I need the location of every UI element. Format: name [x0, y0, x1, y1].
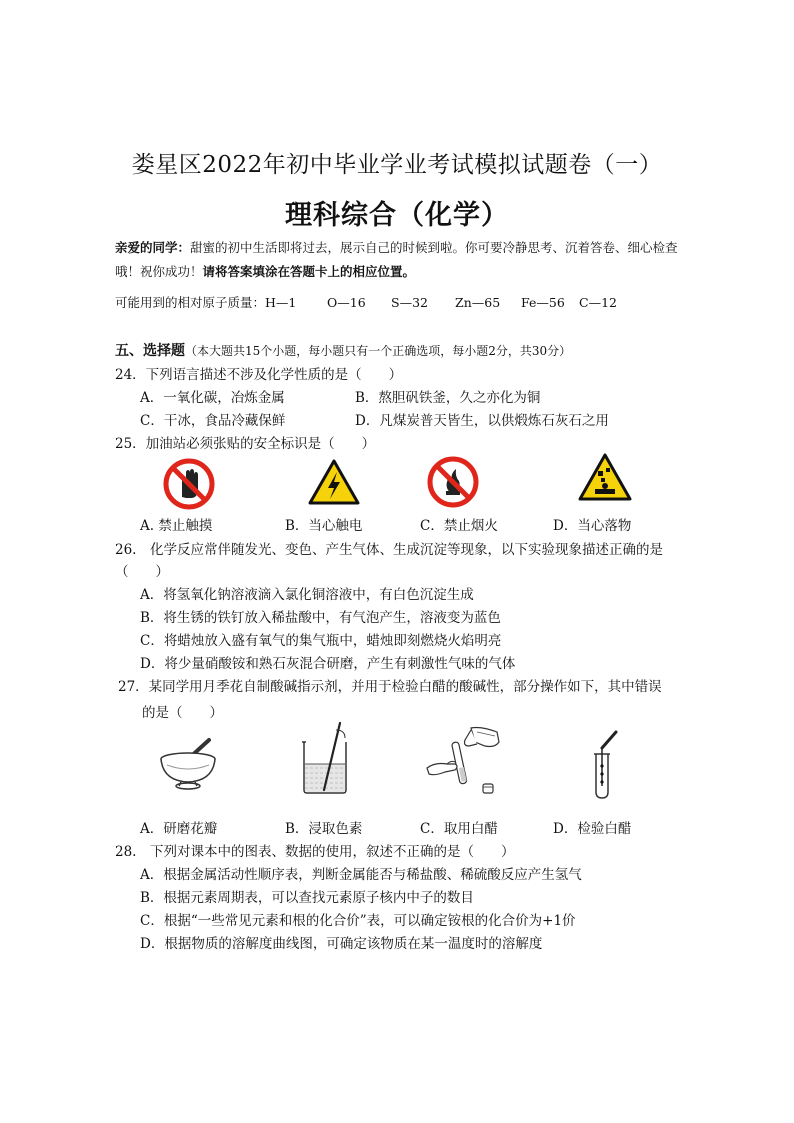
q25-stem: 25．加油站必须张贴的安全标识是（ ） [115, 436, 376, 452]
atomic-mass-h: H—1 [265, 295, 297, 310]
greeting-label: 亲爱的同学： [115, 240, 191, 255]
q26-option-c[interactable]: C．将蜡烛放入盛有氧气的集气瓶中，蜡烛即刻燃烧火焰明亮 [140, 633, 502, 649]
q24-option-c[interactable]: C．干冰，食品冷藏保鲜 [140, 413, 286, 429]
q26-stem-bracket: （ ） [115, 564, 169, 580]
mortar-pestle-icon [157, 735, 219, 793]
q24-option-b[interactable]: B．熬胆矾铁釜，久之亦化为铜 [355, 390, 541, 406]
q27-option-b[interactable]: B．浸取色素 [285, 821, 363, 837]
test-tube-dropper-icon [590, 728, 626, 800]
q25-option-d[interactable]: D．当心落物 [553, 518, 632, 534]
q28-option-c[interactable]: C．根据“一些常见元素和根的化合价”表，可以确定铵根的化合价为+1价 [140, 913, 576, 929]
q27-option-d[interactable]: D．检验白醋 [553, 821, 632, 837]
atomic-mass-o: O—16 [327, 295, 366, 310]
q24-option-a[interactable]: A．一氧化碳，冶炼金属 [140, 390, 285, 406]
q28-stem: 28. 下列对课本中的图表、数据的使用，叙述不正确的是（ ） [115, 844, 515, 860]
exam-subtitle: 理科综合（化学） [285, 200, 509, 231]
q25-option-c[interactable]: C．禁止烟火 [420, 518, 498, 534]
atomic-mass-zn: Zn—65 [455, 295, 501, 310]
q28-option-a[interactable]: A．根据金属活动性顺序表，判断金属能否与稀盐酸、稀硫酸反应产生氢气 [140, 867, 582, 883]
q28-option-b[interactable]: B．根据元素周期表，可以查找元素原子核内中子的数目 [140, 890, 474, 906]
atomic-mass-line [115, 293, 617, 311]
section-note: （本大题共15个小题，每小题只有一个正确选项，每小题2分，共30分） [185, 344, 572, 358]
section-title: 五、选择题 [115, 343, 185, 359]
q24-stem: 24．下列语言描述不涉及化学性质的是（ ） [115, 367, 403, 383]
atomic-mass-c: C—12 [579, 295, 617, 310]
section-heading [115, 340, 571, 360]
exam-title: 娄星区2022年初中毕业学业考试模拟试题卷（一） [131, 152, 663, 178]
q27-option-a[interactable]: A．研磨花瓣 [140, 821, 218, 837]
electric-shock-warning-icon [307, 458, 361, 506]
q26-stem: 26. 化学反应常伴随发光、变色、产生气体、生成沉淀等现象，以下实验现象描述正确的是 [115, 542, 663, 558]
instruction-text: 请将答案填涂在答题卡上的相应位置。 [202, 264, 416, 279]
no-touching-sign-icon [162, 457, 216, 511]
q27-option-c[interactable]: C．取用白醋 [420, 821, 498, 837]
atomic-mass-label: 可能用到的相对原子质量： [115, 295, 266, 310]
q26-option-b[interactable]: B．将生锈的铁钉放入稀盐酸中，有气泡产生，溶液变为蓝色 [140, 610, 501, 626]
atomic-mass-s: S—32 [391, 295, 428, 310]
q26-option-a[interactable]: A．将氢氧化钠溶液滴入氯化铜溶液中，有白色沉淀生成 [140, 587, 474, 603]
falling-objects-warning-icon [577, 452, 633, 502]
no-fire-sign-icon [426, 455, 480, 509]
q25-option-b[interactable]: B．当心触电 [285, 518, 363, 534]
q28-option-d[interactable]: D．根据物质的溶解度曲线图，可确定该物质在某一温度时的溶解度 [140, 936, 543, 952]
intro-paragraph [115, 236, 695, 284]
beaker-glass-rod-icon [298, 720, 354, 796]
greeting-text: 甜蜜的初中生活即将过去，展示自己的时候到啦。你可要冷静思考、沉着答卷、细心检查哦！祝你成功！ [115, 240, 678, 279]
pouring-vinegar-icon [425, 724, 503, 800]
q26-option-d[interactable]: D．将少量硝酸铵和熟石灰混合研磨，产生有刺激性气味的气体 [140, 656, 516, 672]
atomic-mass-fe: Fe—56 [521, 295, 565, 310]
q24-option-d[interactable]: D．凡煤炭普天皆生，以供煅炼石灰石之用 [355, 413, 609, 429]
q25-option-a[interactable]: A. 禁止触摸 [140, 518, 213, 534]
q27-stem: 27．某同学用月季花自制酸碱指示剂，并用于检验白醋的酸碱性，部分操作如下，其中错误 [118, 679, 662, 695]
q27-stem-cont: 的是（ ） [142, 705, 223, 721]
